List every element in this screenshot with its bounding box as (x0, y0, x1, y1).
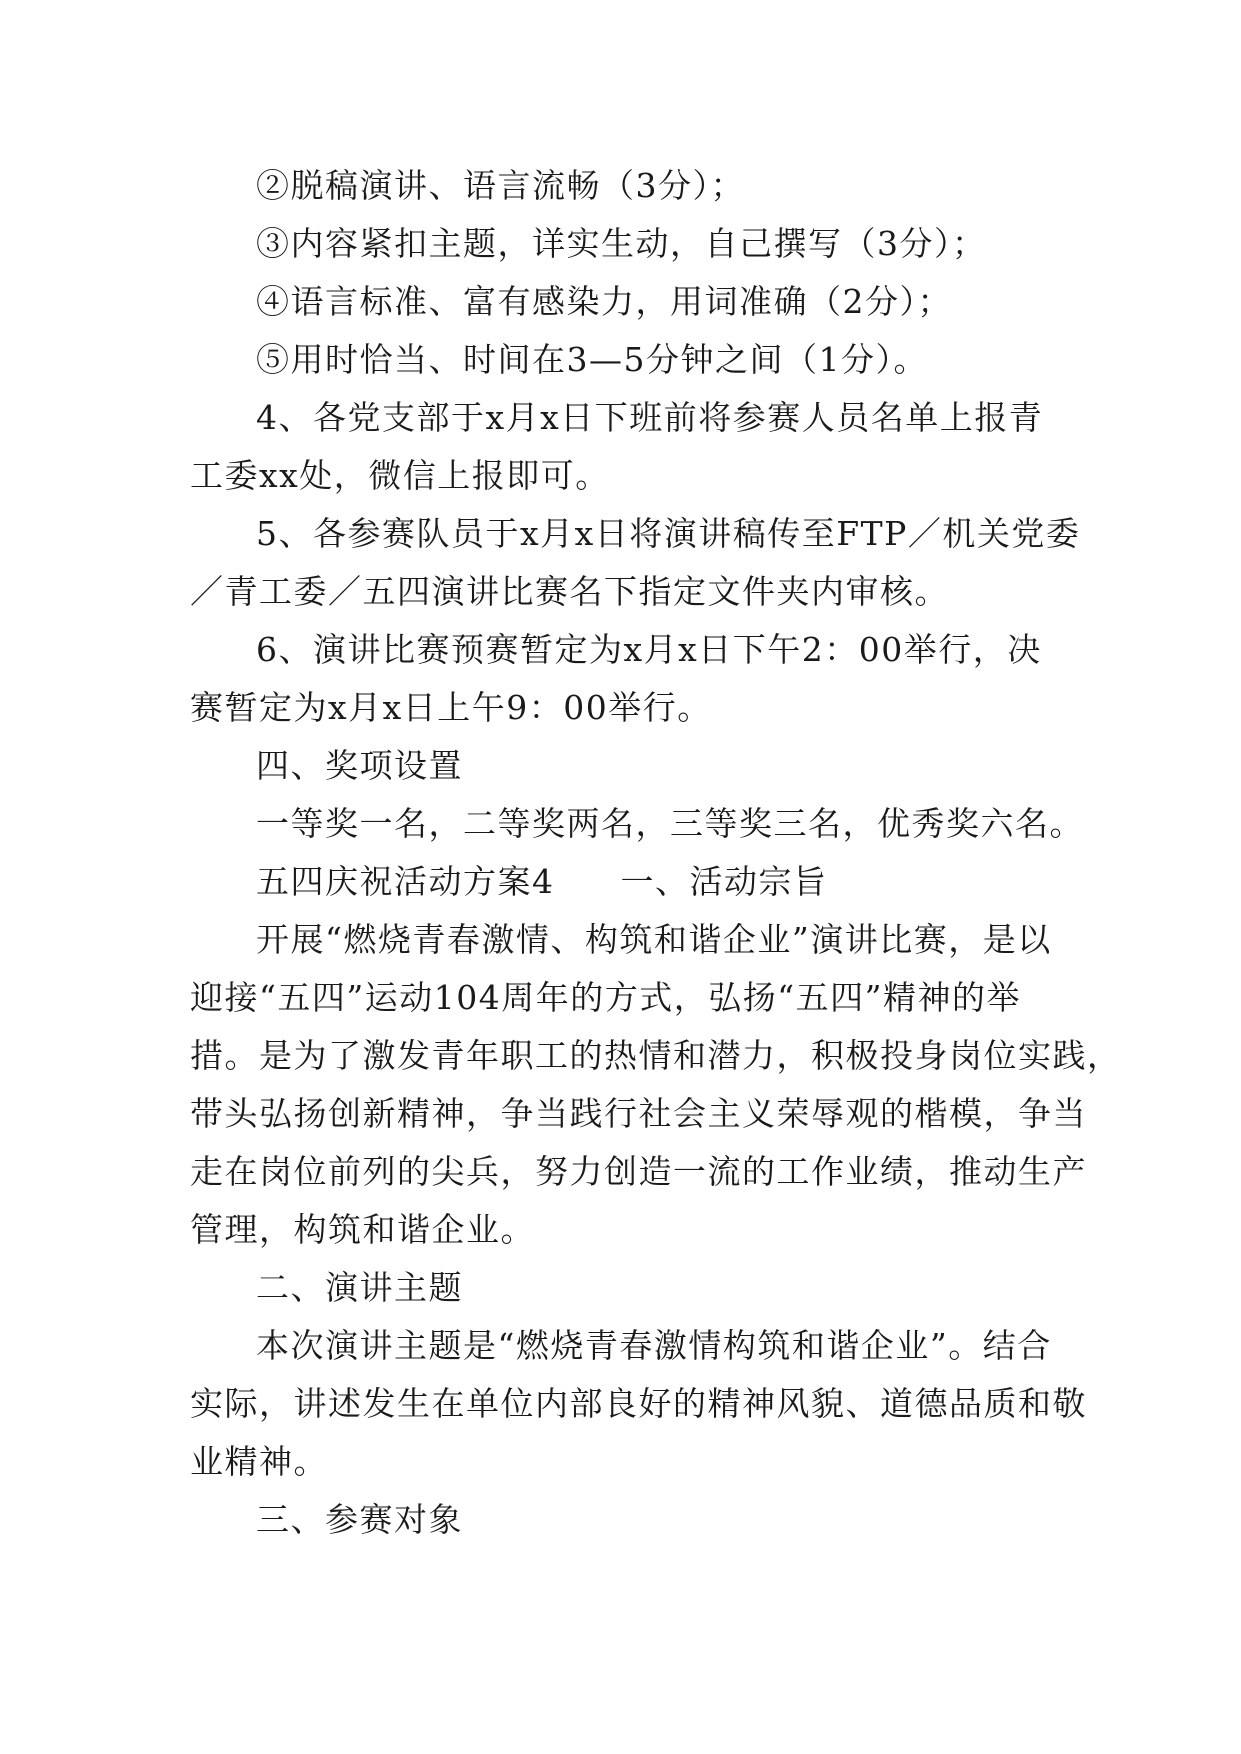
paragraph-line: 赛暂定为x月x日上午9：00举行。 (190, 688, 712, 727)
criteria-item-3 (190, 215, 1050, 273)
theme-paragraph (190, 1317, 1087, 1491)
paragraph-line: 工委xx处，微信上报即可。 (190, 456, 610, 495)
paragraph-line: 走在岗位前列的尖兵，努力创造一流的工作业绩，推动生产 (190, 1152, 1087, 1191)
rule-paragraph-4 (190, 389, 1050, 505)
paragraph-line: 实际，讲述发生在单位内部良好的精神风貌、道德品质和敬 (190, 1384, 1087, 1423)
paragraph-line: ／青工委／五四演讲比赛名下指定文件夹内审核。 (190, 572, 949, 611)
paragraph-line: 业精神。 (190, 1442, 328, 1481)
section-heading-theme: 二、演讲主题 (256, 1268, 463, 1307)
criteria-item-4 (190, 273, 1050, 331)
document-body (190, 157, 1122, 1549)
paragraph-line: 5、各参赛队员于x月x日将演讲稿传至FTP／机关党委 (256, 514, 1081, 553)
paragraph-line: 带头弘扬创新精神，争当践行社会主义荣辱观的楷模，争当 (190, 1094, 1087, 1133)
purpose-paragraph (190, 911, 1122, 1259)
awards-paragraph: 一等奖一名，二等奖两名，三等奖三名，优秀奖六名。 (256, 804, 1084, 843)
paragraph-line: 4、各党支部于x月x日下班前将参赛人员名单上报青 (256, 398, 1044, 437)
paragraph-line: 迎接“五四”运动104周年的方式，弘扬“五四”精神的举 (190, 978, 1021, 1017)
plan-title-line (190, 853, 1050, 911)
paragraph-line: 开展“燃烧青春激情、构筑和谐企业”演讲比赛，是以 (256, 920, 1052, 959)
paragraph-line: 管理，构筑和谐企业。 (190, 1210, 535, 1249)
section-heading-awards: 四、奖项设置 (256, 746, 463, 785)
paragraph-line: ②脱稿演讲、语言流畅（3分）； (256, 166, 745, 205)
paragraph-line: 措。是为了激发青年职工的热情和潜力，积极投身岗位实践， (190, 1036, 1122, 1075)
rule-paragraph-5 (190, 505, 1081, 621)
paragraph-line: ③内容紧扣主题，详实生动，自己撰写（3分）； (256, 224, 987, 263)
criteria-item-5 (190, 331, 1050, 389)
paragraph-line: ⑤用时恰当、时间在3—5分钟之间（1分）。 (256, 340, 928, 379)
criteria-item-2 (190, 157, 1050, 215)
rule-paragraph-6 (190, 621, 1050, 737)
section-heading-participants: 三、参赛对象 (256, 1500, 463, 1539)
paragraph-line: 6、演讲比赛预赛暂定为x月x日下午2：00举行，决 (256, 630, 1042, 669)
plan-title: 五四庆祝活动方案4 (256, 862, 555, 901)
paragraph-line: 本次演讲主题是“燃烧青春激情构筑和谐企业”。结合 (256, 1326, 1052, 1365)
paragraph-line: ④语言标准、富有感染力，用词准确（2分）； (256, 282, 952, 321)
section-heading-purpose: 一、活动宗旨 (620, 862, 828, 901)
